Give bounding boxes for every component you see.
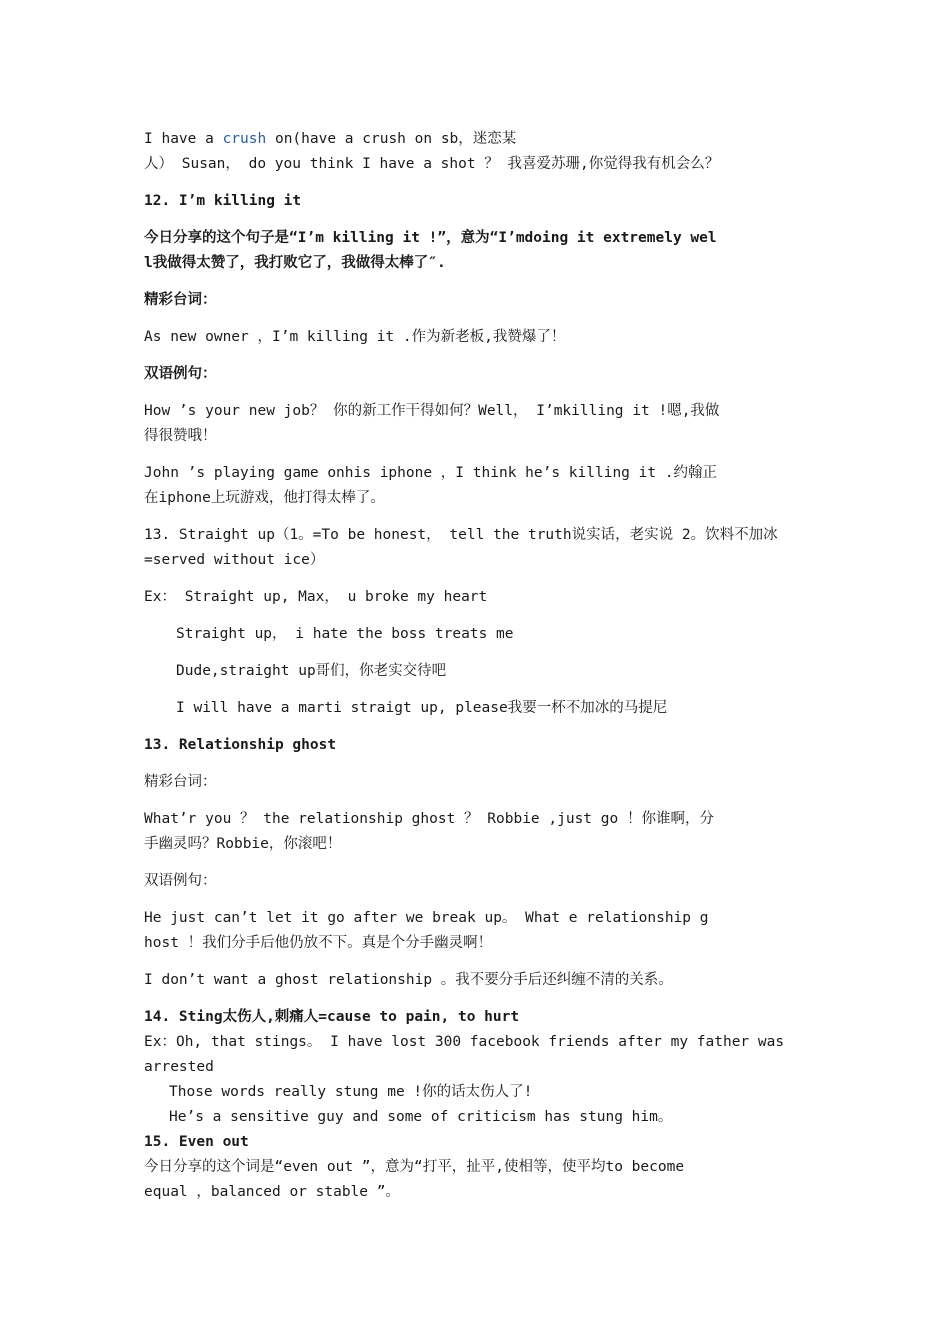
section-15-intro-1: 今日分享的这个词是“even out ”，意为“打平，扯平,使相等，使平均to become: [144, 1159, 685, 1175]
section-13a-example-3: Dude,straight up哥们，你老实交待吧: [176, 663, 447, 679]
section-13a-example-4: I will have a marti straigt up, please我要一杯不加冰的马提尼: [176, 700, 668, 716]
section-12-intro: 今日分享的这个句子是“I’m killing it !”，意为“I’mdoing it extremely wel l我做得太赞了，我打败它了，我做得太棒了″.: [144, 230, 717, 271]
section-13b-example-2: I don’t want a ghost relationship 。我不要分手后还纠缠不清的关系。: [144, 972, 673, 988]
section-14-example-3: He’s a sensitive guy and some of criticism has stung him。: [169, 1109, 673, 1125]
section-14-example-1b: arrested: [144, 1059, 214, 1075]
section-13a-example-2: Straight up， i hate the boss treats me: [176, 626, 514, 642]
section-12-line: As new owner ，I’m killing it .作为新老板,我赞爆了！: [144, 329, 566, 345]
section-14-example-1a: Ex：Oh, that stings。 I have lost 300 facebook friends after my father was: [144, 1034, 785, 1050]
section-14-example-2: Those words really stung me !你的话太伤人了!: [169, 1084, 533, 1100]
section-12-lines-label: 精彩台词：: [144, 292, 217, 308]
section-13b-lines-label: 精彩台词：: [144, 774, 217, 790]
crush-line-1: I have a crush on(have a crush on sb，迷恋某: [144, 131, 517, 147]
section-12-title: 12. I’m killing it: [144, 193, 302, 209]
section-14-title: 14. Sting太伤人,刺痛人=cause to pain, to hurt: [144, 1009, 520, 1025]
section-13b-example-1: He just can’t let it go after we break up。 What e relationship g host ！我们分手后他仍放不下。真是个分手幽灵啊！: [144, 910, 709, 951]
section-15: [144, 1130, 824, 1205]
section-13a-example-1: Ex： Straight up, Max， u broke my heart: [144, 589, 488, 605]
section-13a-definition: 13. Straight up（1。=To be honest， tell the truth说实话，老实说 2。饮料不加冰 =served without ice）: [144, 527, 778, 568]
section-13b-title: 13. Relationship ghost: [144, 737, 337, 753]
section-15-title: 15. Even out: [144, 1134, 249, 1150]
crush-line-2: 人） Susan， do you think I have a shot ？ 我喜爱苏珊,你觉得我有机会么？: [144, 156, 720, 172]
document-page: [144, 127, 824, 1205]
section-12-example-1: How ’s your new job？ 你的新工作干得如何？Well， I’mkilling it !嗯,我做 得很赞哦！: [144, 403, 720, 444]
section-12-examples-label: 双语例句：: [144, 366, 217, 382]
crush-example: [144, 127, 824, 177]
section-13b-line: What’r you ？ the relationship ghost ？ Robbie ,just go ！你谁啊，分 手幽灵吗？Robbie，你滚吧！: [144, 811, 714, 852]
crush-link[interactable]: crush: [222, 131, 267, 147]
section-13b-examples-label: 双语例句：: [144, 873, 217, 889]
section-14: [144, 1005, 824, 1130]
section-15-intro-2: equal ，balanced or stable ”。: [144, 1184, 400, 1200]
section-12-example-2: John ’s playing game onhis iphone ，I think he’s killing it .约翰正 在iphone上玩游戏，他打得太棒了。: [144, 465, 718, 506]
